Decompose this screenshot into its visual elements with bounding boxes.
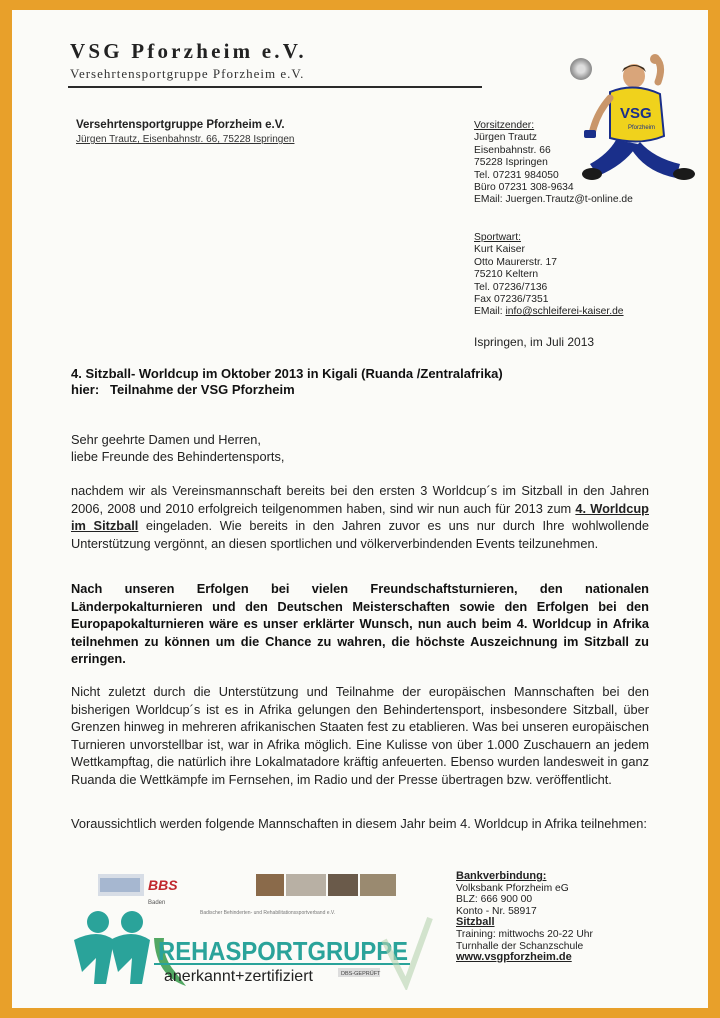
baden-text: Baden xyxy=(148,900,166,906)
sports-contact-block xyxy=(474,232,624,319)
bank-line: BLZ: 666 900 00 xyxy=(456,894,533,906)
bbs-text: BBS xyxy=(148,877,178,893)
sports-email-line xyxy=(474,306,624,318)
photo-3 xyxy=(328,874,358,896)
salutation xyxy=(71,431,284,465)
website-link[interactable]: www.vsgpforzheim.de xyxy=(456,951,572,964)
logo-area xyxy=(66,868,436,990)
letter-page xyxy=(12,10,708,1008)
mascot-jersey-small: Pforzheim xyxy=(628,125,656,131)
subject-line: 4. Sitzball- Worldcup im Oktober 2013 in Kigali (Ruanda /Zentralafrika) xyxy=(71,366,503,381)
sports-email-prefix: EMail: xyxy=(474,306,506,318)
bank-block xyxy=(456,871,593,964)
sports-line: Tel. 07236/7136 xyxy=(474,281,548,293)
worldcup-emphasis: 4. Worldcup im Sitzball xyxy=(71,500,649,533)
sitzball-title: Sitzball xyxy=(456,916,495,929)
chair-label: Vorsitzender: xyxy=(474,120,535,131)
sports-email-link[interactable]: info@schleiferei-kaiser.de xyxy=(505,306,624,318)
salutation-line: Sehr geehrte Damen und Herren, xyxy=(71,432,261,447)
header-rule xyxy=(68,86,482,88)
dbs-stamp-text: DBS-GEPRÜFT xyxy=(341,971,381,977)
mascot-hand xyxy=(650,54,660,64)
photo-1 xyxy=(256,874,284,896)
figure-head-2 xyxy=(121,911,143,933)
mascot-jersey-letters: VSG xyxy=(620,105,652,122)
sports-label: Sportwart: xyxy=(474,232,521,243)
chair-line: 75228 Ispringen xyxy=(474,157,548,169)
salutation-line: liebe Freunde des Behindertensports, xyxy=(71,449,285,464)
figure-body-1 xyxy=(74,934,114,984)
chair-contact-block xyxy=(474,120,633,207)
sports-line: Kurt Kaiser xyxy=(474,244,525,256)
training-line: Training: mittwochs 20-22 Uhr xyxy=(456,928,593,940)
subject-line-2 xyxy=(71,382,503,398)
figure-body-2 xyxy=(110,934,150,984)
subject-hier-label: hier: xyxy=(71,382,100,397)
subject-block xyxy=(71,366,503,398)
mascot-shoe-right xyxy=(673,168,695,180)
chair-line: Jürgen Trautz xyxy=(474,132,537,144)
training-line: Turnhalle der Schanzschule xyxy=(456,940,584,952)
sender-address: Jürgen Trautz, Eisenbahnstr. 66, 75228 Ispringen xyxy=(76,134,295,145)
sender-name: Versehrtensportgruppe Pforzheim e.V. xyxy=(76,119,285,131)
bank-title: Bankverbindung: xyxy=(456,870,547,882)
rehasport-logo xyxy=(66,868,436,990)
sports-line: 75210 Keltern xyxy=(474,269,539,281)
club-title: VSG Pforzheim e.V. xyxy=(70,39,307,63)
figure-head-1 xyxy=(87,911,109,933)
reha-logo-text: REHASPORTGRUPPE xyxy=(158,936,408,966)
subject-hier-text: Teilnahme der VSG Pforzheim xyxy=(110,382,295,397)
bbs-tagline: Badischer Behinderten- und Rehabilitationssportverband e.V. xyxy=(200,910,336,916)
paragraph-1-text-end: eingeladen. Wie bereits in den Jahren zuvor es uns nur durch Ihre wohlwollende Unterstützung vergönnt, an diesen sportlichen und völkerverbindenden Events teilzunehmen. xyxy=(71,518,649,551)
paragraph-4: Voraussichtlich werden folgende Mannschaften in diesem Jahr beim 4. Worldcup in Afrika teilnehmen: xyxy=(71,816,647,831)
chair-line: Tel. 07231 984050 xyxy=(474,169,559,181)
sports-line: Otto Maurerstr. 17 xyxy=(474,256,557,268)
paragraph-2: Nach unseren Erfolgen bei vielen Freundschaftsturnieren, den nationalen Länderpokalturnieren und den Deutschen Meisterschaften sowie den Erfolgen bei den Europapokalturnieren wäre es unser erklärter Wunsch, nun auch beim 4. Worldcup in Afrika teilnehmen zu können um die Chance zu wahren, die höchste Auszeichnung im Sitzball zu erringen. xyxy=(71,581,649,666)
paragraph-1-text: nachdem wir als Vereinsmannschaft bereits bei den ersten 3 Worldcup´s im Sitzball in den Jahren 2006, 2008 und 2010 erfolgreich teilgenommen haben, sind wir nun auch für 2013 zum xyxy=(71,483,649,516)
chair-line: Eisenbahnstr. 66 xyxy=(474,144,551,156)
bbs-banner-shade xyxy=(100,878,140,892)
chair-line: Büro 07231 308-9634 xyxy=(474,182,574,194)
club-subtitle: Versehrtensportgruppe Pforzheim e.V. xyxy=(70,66,305,81)
certified-text: anerkannt+zertifiziert xyxy=(164,968,313,985)
bank-line: Konto - Nr. 58917 xyxy=(456,905,537,917)
paragraph-3: Nicht zuletzt durch die Unterstützung und Teilnahme der europäischen Mannschaften bei den bisherigen Worldcup´s ist es in Afrika gelungen den Behindertensport, insbesondere Sitzball, über Grenzen hinweg in mehreren afrikanischen Staaten fest zu etablieren. Was bei unseren europäischen Turnieren unvorstellbar ist, war in Afrika möglich. Eine Kulisse von über 1.000 Zuschauern an jedem Wettkampftag, die natürlich ihre Lokalmatadore kräftig anfeuerten. Ebenso wurden landesweit in ganz Ruanda die Wettkämpfe im Fernsehen, im Radio und der Presse übertragen bzw. veröffentlicht. xyxy=(71,684,649,787)
sports-line: Fax 07236/7351 xyxy=(474,294,549,306)
chair-email: EMail: Juergen.Trautz@t-online.de xyxy=(474,194,633,206)
photo-2 xyxy=(286,874,326,896)
photo-4 xyxy=(360,874,396,896)
bank-line: Volksbank Pforzheim eG xyxy=(456,882,569,894)
mascot-right-leg xyxy=(632,142,680,178)
place-date: Ispringen, im Juli 2013 xyxy=(474,335,595,349)
paragraph-1 xyxy=(71,482,649,552)
